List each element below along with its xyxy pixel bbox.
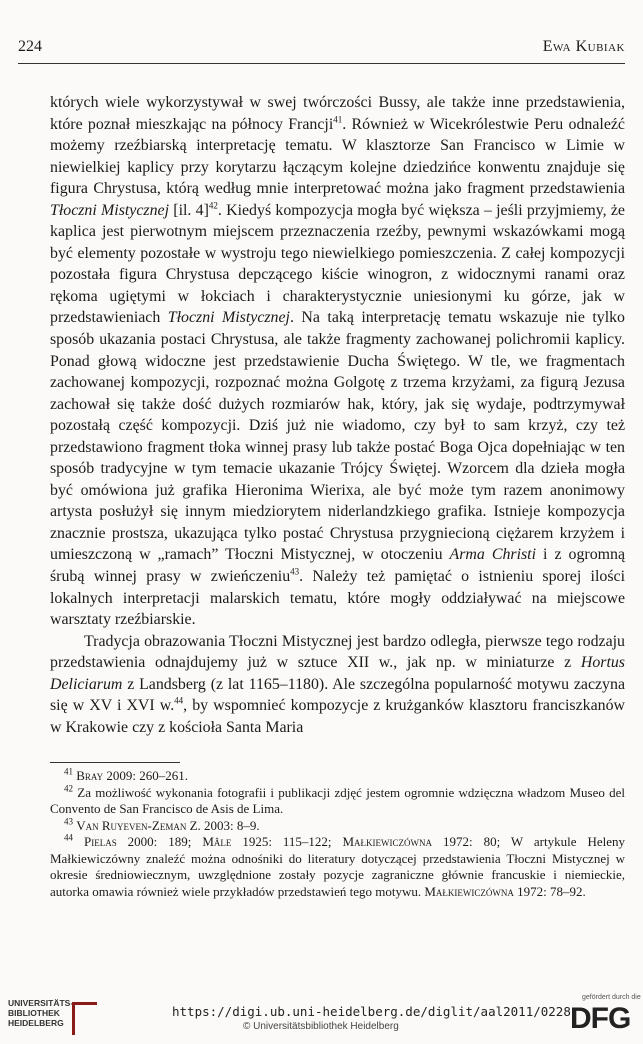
digitization-footer	[0, 990, 643, 1044]
body-text	[50, 92, 625, 738]
library-logo-icon	[72, 1002, 97, 1035]
funding-note: gefördert durch die	[582, 994, 641, 1001]
running-author: Ewa Kubiak	[542, 38, 625, 55]
paragraph-2: Tradycja obrazowania Tłoczni Mistycznej jest bardzo odległa, pierwsze tego rodzaju przedstawienia odnajdujemy już w sztuce XII w., jak np. w miniaturze z Hortus Deliciarum z Landsberg (z lat 1165–1180). Ale szczególna popularność motywu zaczyna się w XV i XVI w.$^{44}$, by wspomnieć kompozycje z krużganków klasztoru franciszkanów w Krakowie czy z kościoła Santa Maria	[50, 632, 625, 736]
footnote-41: $^{41}$ Bray 2009: 260–261.	[64, 766, 188, 783]
copyright-notice: © Universitätsbibliothek Heidelberg	[243, 1021, 399, 1032]
footnote-ref-43[interactable]: 43	[290, 566, 300, 577]
footnotes	[50, 768, 625, 900]
footnote-42: $^{42}$ Za możliwość wykonania fotografii i publikacji zdjęć jestem ogromnie wdzięczna władzom Museo del Convento de San Francisco de Asis de Lima.	[50, 783, 625, 816]
footnote-ref-41[interactable]: 41	[333, 114, 343, 125]
university-library-logo[interactable]: UNIVERSITÄTS- BIBLIOTHEK HEIDELBERG	[8, 998, 98, 1040]
footnote-ref-42[interactable]: 42	[208, 200, 218, 211]
footnote-44: $^{44}$ Pielas 2000: 189; Mâle 1925: 115–122; Małkiewiczówna 1972: 80; W artykule Heleny Małkiewiczówny znaleźć można odnośniki do literatury dotyczącej przedstawienia Tłoczni Mistycznej w okresie średniowiecznym, uwzględnione zostały pozycje zagraniczne głównie francuskie i niemieckie, autorka omawia również wiele przykładów przedstawień tego motywu. Małkiewiczówna 1972: 78–92.	[50, 832, 625, 899]
dfg-logo[interactable]: DFG	[570, 1002, 631, 1035]
running-header	[18, 38, 625, 62]
paragraph-1: których wiele wykorzystywał w swej twórczości Bussy, ale także inne przedstawienia, które poznał mieszkając na północy Francji$^{41}$. Również w Wicekrólestwie Peru odnaleźć możemy rzeźbiarską interpretację tematu. W klasztorze San Francisco w Limie w niewielkiej kaplicy przy korytarzu łączącym kolejne dziedzińce konwentu znajduje się figura Chrystusa, którą według mnie interpretować można jako fragment przedstawienia Tłoczni Mistycznej [il. 4]$^{42}$. Kiedyś kompozycja mogła być większa – jeśli przyjmiemy, że kaplica jest pierwotnym miejscem przeznaczenia rzeźby, pewnymi wskazówkami mogą być elementy pozostałe w wystroju tego niewielkiego pomieszczenia. Z całej kompozycji pozostała figura Chrystusa depczącego kiście winogron, z widocznymi ranami oraz rękoma ugiętymi w łokciach i charakterystycznie uniesionymi ku górze, jak w przedstawieniach Tłoczni Mistycznej. Na taką interpretację tematu wskazuje nie tylko sposób ukazania postaci Chrystusa, ale także fragmenty zachowanej polichromii kaplicy. Ponad głową widoczne jest przedstawienie Ducha Świętego. W tle, we fragmentach zachowanej kompozycji, rozpoznać można Golgotę z trzema krzyżami, za figurą Jezusa zachował się także dość dużych rozmiarów hak, który, jak się wydaje, podtrzymywał pozostałą część kompozycji. Dziś już nie wiadomo, czy był to sam krzyż, czy też przedstawiono fragment tłoka winnej prasy lub także postać Boga Ojca dopełniając w ten sposób tradycyjne w tym temacie ukazanie Trójcy Świętej. Wzorcem dla dzieła mogła być omówiona już grafika Hieronima Wierixa, ale być może tym razem anonimowy artysta posłużył się innym miedziorytem niderlandzkiego grafika. Istnieje kompozycja znacznie prostsza, ukazująca tylko postać Chrystusa przygniecioną ciężarem krzyżem i umieszczoną w „ramach” Tłoczni Mistycznej, w otoczeniu Arma Christi i z ogromną śrubą winnej prasy w zwieńczeniu$^{43}$. Należy też pamiętać o istnieniu sporej ilości lokalnych interpretacji malarskich tematu, które mogły oddziaływać na miejscowe warsztaty rzeźbiarskie.	[50, 94, 625, 629]
header-divider	[18, 63, 625, 64]
permalink-url[interactable]: https://digi.ub.uni-heidelberg.de/diglit/aal2011/0228	[172, 1004, 571, 1019]
footnote-ref-44[interactable]: 44	[174, 696, 184, 707]
page-number: 224	[18, 38, 42, 55]
footnote-divider	[50, 762, 180, 763]
footnote-43: $^{43}$ Van Ruyeven-Zeman Z. 2003: 8–9.	[64, 816, 260, 833]
